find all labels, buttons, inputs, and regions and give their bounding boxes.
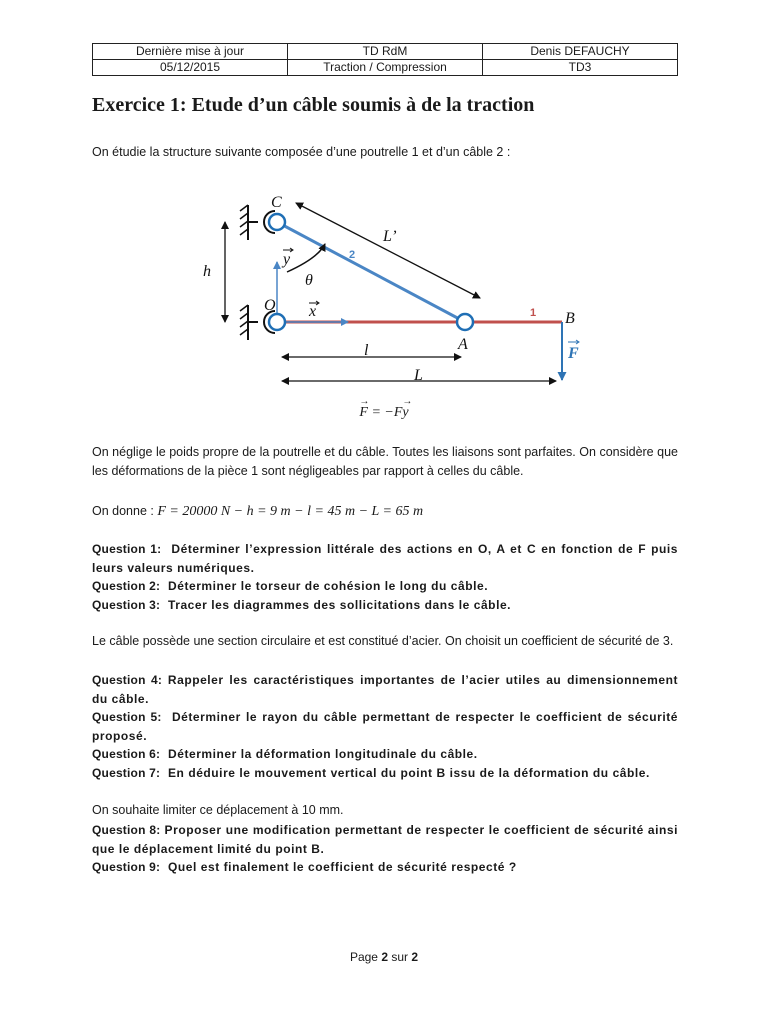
- question-item: Question 5: Déterminer le rayon du câble permettant de respecter le coefficient de sécurité proposé.: [92, 710, 678, 743]
- force-formula: [0, 396, 768, 421]
- displacement-limit-text: On souhaite limiter ce déplacement à 10 mm.: [92, 803, 344, 817]
- header-cell-course: TD RdM: [288, 44, 483, 60]
- header-row: [93, 44, 678, 60]
- question-item: Question 8: Proposer une modification permettant de respecter le coefficient de sécurité ainsi que le déplacement limité du point B.: [92, 823, 678, 856]
- pivot-o: [269, 314, 285, 330]
- hypothesis-paragraph: On néglige le poids propre de la poutrelle et du câble. Toutes les liaisons sont parfaites. On considère que les déformations de la pièce 1 sont négligeables par rapport à celles du câble.: [92, 445, 678, 478]
- label-b: B: [565, 310, 575, 327]
- question-block-2: [92, 671, 678, 782]
- header-cell-td-number: TD3: [483, 60, 678, 76]
- label-l-prime: L’: [383, 228, 397, 245]
- label-l: l: [364, 342, 369, 359]
- question-block-3: [92, 821, 678, 877]
- label-h: h: [203, 263, 211, 280]
- question-item: Question 7: En déduire le mouvement vertical du point B issu de la déformation du câble.: [92, 765, 650, 780]
- question-item: Question 6: Déterminer la déformation longitudinale du câble.: [92, 747, 478, 761]
- label-L: L: [414, 367, 423, 384]
- header-cell-topic: Traction / Compression: [288, 60, 483, 76]
- material-paragraph: Le câble possède une section circulaire et est constitué d’acier. On choisit un coefficient de sécurité de 3.: [92, 634, 674, 648]
- dimension-l-prime: [296, 203, 480, 298]
- label-c: C: [271, 194, 282, 211]
- given-values: [92, 502, 678, 521]
- pivot-c: [269, 214, 285, 230]
- label-force: F: [568, 345, 579, 362]
- header-row: [93, 60, 678, 76]
- formula-rhs: → y: [402, 396, 413, 420]
- formula-eq: = −F: [367, 405, 403, 420]
- header-cell-author: Denis DEFAUCHY: [483, 44, 678, 60]
- question-block-1: [92, 540, 678, 614]
- page-footer: Page 2 sur 2: [349, 950, 419, 964]
- header-table: [92, 43, 678, 76]
- label-o: O: [264, 297, 276, 314]
- question-item: Question 1: Déterminer l’expression littérale des actions en O, A et C en fonction de F puis leurs valeurs numériques.: [92, 542, 678, 575]
- structure-diagram: [0, 180, 768, 395]
- question-item: Question 9: Quel est finalement le coefficient de sécurité respecté ?: [92, 860, 517, 874]
- intro-text: On étudie la structure suivante composée d’une poutrelle 1 et d’un câble 2 :: [92, 145, 511, 159]
- given-values-math: F = 20000 N − h = 9 m − l = 45 m − L = 65 m: [157, 504, 424, 519]
- exercise-title: Exercice 1: Etude d’un câble soumis à de la traction: [92, 94, 535, 116]
- question-item: Question 3: Tracer les diagrammes des sollicitations dans le câble.: [92, 597, 512, 612]
- label-part-1: 1: [530, 307, 537, 319]
- label-theta: θ: [305, 272, 313, 289]
- header-cell-date: 05/12/2015: [93, 60, 288, 76]
- label-part-2: 2: [349, 249, 356, 261]
- label-a: A: [458, 336, 468, 353]
- question-item: Question 2: Déterminer le torseur de cohésion le long du câble.: [92, 579, 489, 593]
- given-prefix: On donne :: [92, 504, 158, 518]
- pivot-a: [457, 314, 473, 330]
- formula-lhs: → F: [359, 396, 370, 420]
- question-item: Question 4: Rappeler les caractéristiques importantes de l’acier utiles au dimensionnement du câble.: [92, 673, 678, 706]
- label-x-vector: x: [309, 303, 317, 320]
- theta-arc: [287, 244, 325, 272]
- header-cell-label-update: Dernière mise à jour: [93, 44, 288, 60]
- label-y-vector: y: [283, 251, 291, 268]
